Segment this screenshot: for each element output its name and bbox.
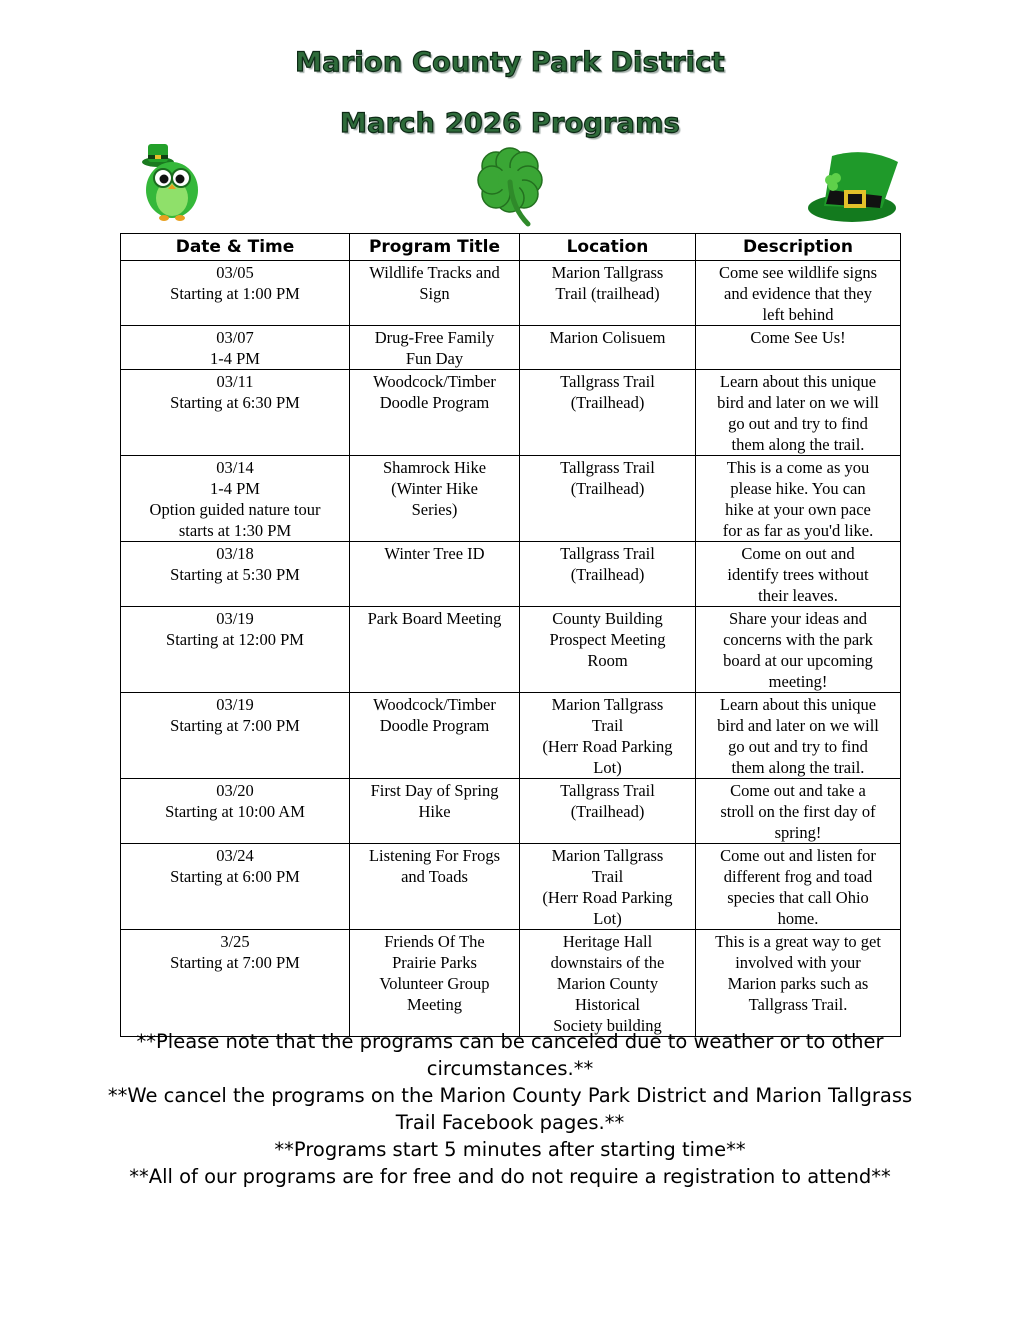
cell-description-line: Learn about this unique — [719, 695, 877, 714]
cell-program-title-line: Woodcock/Timber — [373, 372, 496, 391]
cell-location — [520, 456, 696, 542]
cell-description-line: Learn about this unique — [719, 372, 877, 391]
header-description: Description — [696, 234, 901, 261]
cell-program-title-line: Winter Tree ID — [384, 544, 485, 563]
cell-program-title-line: Drug-Free Family — [374, 328, 495, 347]
cell-location — [520, 326, 696, 370]
cell-location-line: Marion Colisuem — [549, 328, 666, 347]
cell-location-line: Trail — [591, 716, 624, 735]
cell-date-time-line: Starting at 6:00 PM — [170, 867, 300, 886]
cell-program-title — [350, 542, 520, 607]
cell-program-title-line: Hike — [418, 802, 451, 821]
cell-date-time-line: Starting at 6:30 PM — [170, 393, 300, 412]
cell-description — [696, 693, 901, 779]
cell-date-time-line: 03/19 — [216, 609, 254, 628]
cell-description-line: Come See Us! — [750, 328, 846, 347]
cell-description-line: Come see wildlife signs — [718, 263, 878, 282]
cell-date-time-line: Option guided nature tour — [149, 500, 321, 519]
table-row — [121, 326, 901, 370]
cell-description-line: different frog and toad — [723, 867, 873, 886]
cell-location-line: Tallgrass Trail — [560, 544, 655, 563]
cell-date-time — [121, 542, 350, 607]
cell-program-title-line: First Day of Spring — [370, 781, 499, 800]
cell-description-line: their leaves. — [758, 586, 838, 605]
cell-description — [696, 607, 901, 693]
note-start-time: **Programs start 5 minutes after starting time** — [274, 1138, 746, 1161]
cell-description — [696, 261, 901, 326]
cell-date-time-line: 03/14 — [216, 458, 254, 477]
cell-program-title-line: Park Board Meeting — [367, 609, 502, 628]
cell-program-title-line: Shamrock Hike — [382, 458, 487, 477]
cell-location — [520, 261, 696, 326]
cell-program-title — [350, 261, 520, 326]
cell-program-title-line: Series) — [411, 500, 458, 519]
cell-description-line: This is a come as you — [726, 458, 870, 477]
program-schedule-table — [120, 233, 901, 1037]
cell-program-title-line: Meeting — [407, 995, 462, 1014]
table-row — [121, 542, 901, 607]
cell-program-title-line: Volunteer Group — [379, 974, 490, 993]
cell-description-line: Come on out and — [741, 544, 855, 563]
cell-location-line: Marion Tallgrass — [551, 846, 664, 865]
cell-program-title-line: Friends Of The — [384, 932, 485, 951]
cell-program-title — [350, 693, 520, 779]
cell-description — [696, 542, 901, 607]
cell-description-line: home. — [777, 909, 819, 928]
cell-program-title-line: Doodle Program — [379, 393, 490, 412]
cell-date-time-line: 1-4 PM — [210, 349, 260, 368]
cell-program-title — [350, 930, 520, 1037]
cell-location-line: (Trailhead) — [570, 802, 645, 821]
cell-description-line: please hike. You can — [730, 479, 866, 498]
cell-location-line: Lot) — [593, 909, 622, 928]
table-row — [121, 261, 901, 326]
table-header-row — [121, 234, 901, 261]
cell-date-time — [121, 326, 350, 370]
note-cancellation-facebook: **We cancel the programs on the Marion County Park District and Marion Tallgrass Trail Facebook pages.** — [107, 1084, 913, 1134]
cell-location-line: Society building — [553, 1016, 662, 1035]
cell-date-time-line: 03/24 — [216, 846, 254, 865]
cell-location-line: Historical — [574, 995, 641, 1014]
cell-date-time-line: Starting at 1:00 PM — [170, 284, 300, 303]
cell-location-line: (Herr Road Parking — [542, 888, 673, 907]
cell-location — [520, 930, 696, 1037]
cell-date-time-line: 03/05 — [216, 263, 254, 282]
cell-program-title-line: Wildlife Tracks and — [369, 263, 500, 282]
cell-program-title-line: Woodcock/Timber — [373, 695, 496, 714]
cell-location-line: Lot) — [593, 758, 622, 777]
cell-date-time-line: 03/18 — [216, 544, 254, 563]
cell-location-line: (Trailhead) — [570, 565, 645, 584]
cell-date-time — [121, 607, 350, 693]
cell-date-time — [121, 370, 350, 456]
cell-description — [696, 326, 901, 370]
cell-description-line: stroll on the first day of — [720, 802, 876, 821]
cell-description-line: identify trees without — [727, 565, 869, 584]
cell-description — [696, 930, 901, 1037]
note-free-registration: **All of our programs are for free and do not require a registration to attend** — [129, 1165, 891, 1188]
cell-date-time-line: starts at 1:30 PM — [178, 521, 292, 540]
table-row — [121, 930, 901, 1037]
cell-date-time-line: Starting at 5:30 PM — [170, 565, 300, 584]
cell-location — [520, 370, 696, 456]
cell-location — [520, 542, 696, 607]
cell-description-line: left behind — [762, 305, 834, 324]
cell-program-title — [350, 370, 520, 456]
cell-description-line: Tallgrass Trail. — [748, 995, 848, 1014]
cell-location-line: Marion County — [556, 974, 659, 993]
cell-program-title-line: and Toads — [401, 867, 468, 886]
cell-description — [696, 844, 901, 930]
cell-location-line: Prospect Meeting — [549, 630, 666, 649]
cell-description-line: Marion parks such as — [727, 974, 869, 993]
cell-location-line: (Herr Road Parking — [542, 737, 673, 756]
header-location: Location — [520, 234, 696, 261]
cell-location-line: Trail — [591, 867, 624, 886]
note-cancellation-weather: **Please note that the programs can be canceled due to weather or to other circumstances.** — [136, 1030, 884, 1080]
cell-description-line: them along the trail. — [731, 758, 865, 777]
cell-location-line: (Trailhead) — [570, 479, 645, 498]
cell-date-time-line: 03/20 — [216, 781, 254, 800]
cell-description-line: involved with your — [735, 953, 861, 972]
cell-description — [696, 370, 901, 456]
cell-date-time-line: 03/19 — [216, 695, 254, 714]
cell-program-title — [350, 326, 520, 370]
cell-date-time-line: Starting at 12:00 PM — [166, 630, 304, 649]
page-subtitle: March 2026 Programs — [340, 108, 680, 139]
cell-location — [520, 693, 696, 779]
cell-date-time-line: 03/07 — [216, 328, 254, 347]
cell-location-line: Room — [587, 651, 628, 670]
cell-date-time — [121, 930, 350, 1037]
cell-date-time-line: 03/11 — [216, 372, 254, 391]
cell-description-line: bird and later on we will — [717, 716, 879, 735]
leprechaun-hat-icon — [806, 144, 904, 226]
page-title: Marion County Park District — [295, 47, 725, 78]
cell-location-line: Marion Tallgrass — [551, 263, 664, 282]
cell-description-line: go out and try to find — [728, 737, 868, 756]
table-row — [121, 779, 901, 844]
cell-location-line: Tallgrass Trail — [560, 372, 655, 391]
cell-description-line: for as far as you'd like. — [722, 521, 874, 540]
cell-location — [520, 607, 696, 693]
cell-description-line: Come out and listen for — [720, 846, 876, 865]
cell-date-time — [121, 261, 350, 326]
cell-description-line: spring! — [774, 823, 822, 842]
header-program-title: Program Title — [350, 234, 520, 261]
cell-description-line: meeting! — [768, 672, 828, 691]
cell-date-time-line: 1-4 PM — [210, 479, 260, 498]
cell-program-title-line: Sign — [419, 284, 450, 303]
table-row — [121, 844, 901, 930]
cell-program-title — [350, 844, 520, 930]
cell-description-line: hike at your own pace — [725, 500, 871, 519]
table-row — [121, 607, 901, 693]
cell-description-line: This is a great way to get — [715, 932, 881, 951]
cell-location-line: County Building — [552, 609, 663, 628]
cell-description-line: go out and try to find — [728, 414, 868, 433]
notes-section — [90, 1028, 930, 1190]
table-row — [121, 370, 901, 456]
cell-program-title-line: Fun Day — [405, 349, 464, 368]
cell-location-line: Trail (trailhead) — [555, 284, 660, 303]
cell-date-time — [121, 456, 350, 542]
cell-date-time — [121, 693, 350, 779]
cell-date-time — [121, 844, 350, 930]
cell-description-line: species that call Ohio — [727, 888, 869, 907]
cell-description-line: Come out and take a — [730, 781, 866, 800]
table-row — [121, 456, 901, 542]
cell-description-line: them along the trail. — [731, 435, 865, 454]
cell-description-line: concerns with the park — [723, 630, 873, 649]
cell-date-time-line: Starting at 7:00 PM — [170, 716, 300, 735]
cell-description-line: and evidence that they — [724, 284, 872, 303]
cell-description — [696, 779, 901, 844]
cell-program-title-line: Listening For Frogs — [368, 846, 501, 865]
cell-program-title — [350, 456, 520, 542]
cell-date-time-line: Starting at 10:00 AM — [165, 802, 305, 821]
cell-location-line: (Trailhead) — [570, 393, 645, 412]
cell-program-title — [350, 607, 520, 693]
cell-location — [520, 844, 696, 930]
shamrock-icon — [472, 146, 548, 228]
cell-program-title-line: Prairie Parks — [392, 953, 477, 972]
cell-date-time-line: 3/25 — [220, 932, 250, 951]
cell-program-title — [350, 779, 520, 844]
cell-location-line: Marion Tallgrass — [551, 695, 664, 714]
header-date-time: Date & Time — [121, 234, 350, 261]
cell-description-line: board at our upcoming — [723, 651, 873, 670]
cell-description — [696, 456, 901, 542]
cell-location-line: Heritage Hall — [562, 932, 653, 951]
table-row — [121, 693, 901, 779]
cell-location — [520, 779, 696, 844]
cell-description-line: Share your ideas and — [729, 609, 867, 628]
owl-icon — [136, 140, 206, 222]
cell-location-line: downstairs of the — [550, 953, 665, 972]
cell-date-time-line: Starting at 7:00 PM — [170, 953, 300, 972]
cell-program-title-line: Doodle Program — [379, 716, 490, 735]
cell-date-time — [121, 779, 350, 844]
cell-location-line: Tallgrass Trail — [560, 458, 655, 477]
cell-description-line: bird and later on we will — [717, 393, 879, 412]
cell-program-title-line: (Winter Hike — [391, 479, 478, 498]
cell-location-line: Tallgrass Trail — [560, 781, 655, 800]
